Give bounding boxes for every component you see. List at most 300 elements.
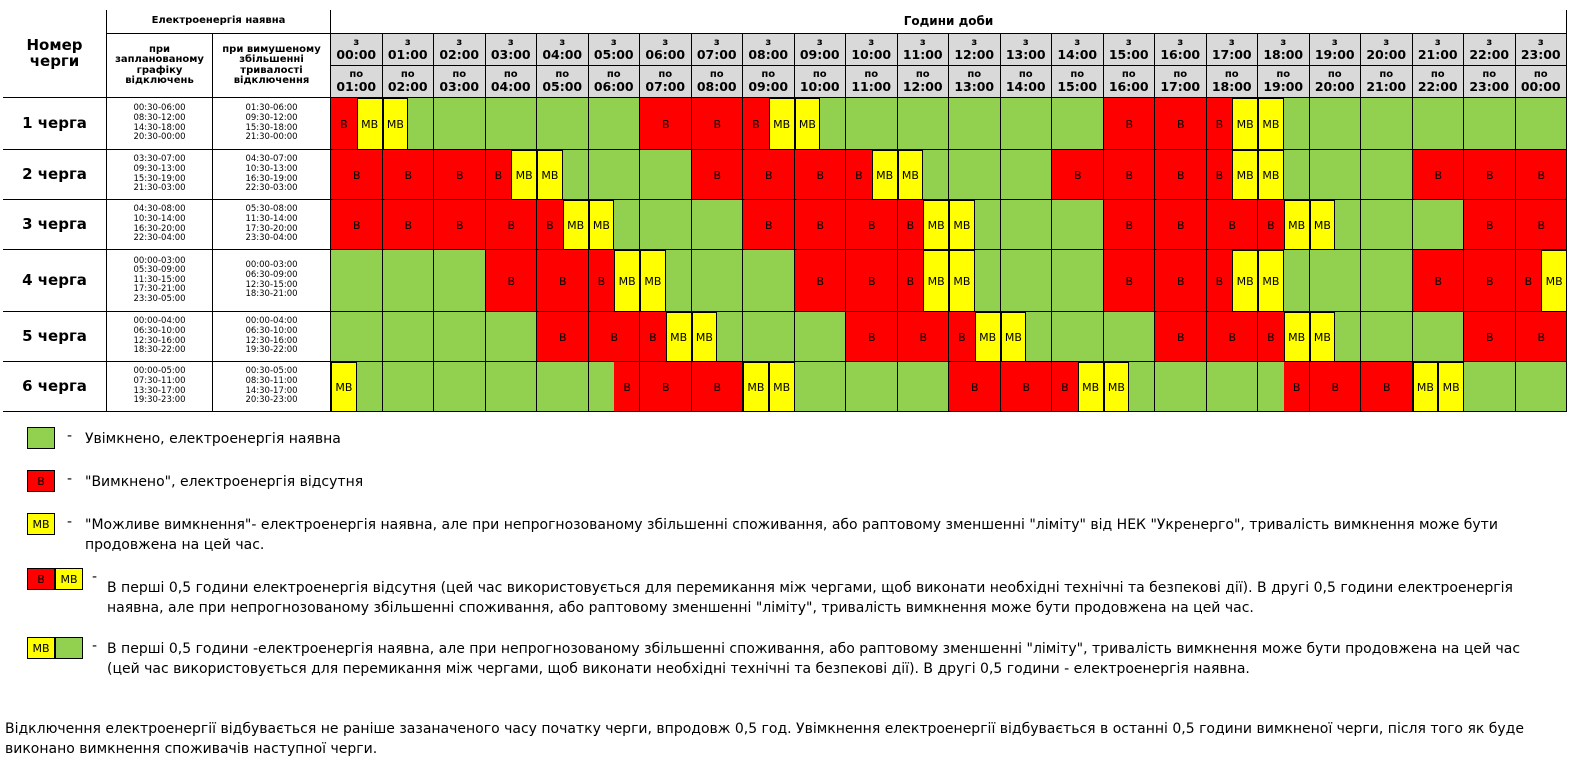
legend-swatch-on xyxy=(27,427,55,449)
cell-off-label xyxy=(1155,250,1207,312)
cell-label: В xyxy=(1537,168,1546,182)
hour-from-time: 10:00 xyxy=(851,47,892,63)
cell-label: В xyxy=(1176,168,1185,182)
hour-from-prefix: з xyxy=(404,37,411,49)
hour-grid-line xyxy=(536,98,537,412)
extended-interval: 00:00-04:00 xyxy=(245,316,298,327)
cell-off-label xyxy=(1464,150,1516,200)
hour-from-cell xyxy=(692,34,744,66)
cell-label: МВ xyxy=(773,117,791,131)
extended-interval: 12:30-15:00 xyxy=(245,279,298,290)
legend-swatch-label: МВ xyxy=(32,517,50,531)
queue-name-text: 3 черга xyxy=(22,214,87,233)
hour-from-time: 03:00 xyxy=(490,47,531,63)
cell-label: В xyxy=(816,274,825,288)
cell-off-label xyxy=(1207,150,1233,200)
cell-on xyxy=(923,150,949,200)
cell-on xyxy=(1361,98,1387,150)
cell-on xyxy=(820,98,846,150)
cell-on xyxy=(563,98,589,150)
cell-on xyxy=(898,98,924,150)
legend-dash: - xyxy=(67,514,73,530)
queue-name-text: 6 черга xyxy=(22,376,87,395)
cell-label: В xyxy=(1524,274,1533,288)
hour-to-cell xyxy=(383,66,435,98)
cell-on xyxy=(486,98,512,150)
extended-interval: 09:30-12:00 xyxy=(245,112,298,123)
cell-maybe xyxy=(589,200,615,250)
hour-to-time: 07:00 xyxy=(645,79,686,95)
planned-interval: 22:30-04:00 xyxy=(133,233,186,244)
cell-label: МВ xyxy=(1262,168,1280,182)
cell-label: МВ xyxy=(567,218,585,232)
planned-interval: 07:30-11:00 xyxy=(133,375,186,386)
cell-label: В xyxy=(597,274,606,288)
hour-from-prefix: з xyxy=(1331,37,1338,49)
cell-label: МВ xyxy=(515,168,533,182)
cell-off-label xyxy=(537,312,589,362)
cell-on xyxy=(923,98,949,150)
cell-label: В xyxy=(1125,168,1134,182)
cell-on xyxy=(923,362,949,412)
hour-from-cell xyxy=(1516,34,1568,66)
hour-to-time: 09:00 xyxy=(748,79,789,95)
cell-label: В xyxy=(919,330,928,344)
hour-to-time: 03:00 xyxy=(439,79,480,95)
hour-from-prefix: з xyxy=(868,37,875,49)
cell-off-label xyxy=(537,200,563,250)
cell-off-label xyxy=(1052,150,1104,200)
cell-label: МВ xyxy=(541,168,559,182)
cell-on xyxy=(486,312,512,362)
cell-on xyxy=(1026,150,1052,200)
cell-on xyxy=(1052,312,1078,362)
cell-on xyxy=(743,250,769,312)
cell-label: МВ xyxy=(953,274,971,288)
hour-to-time: 00:00 xyxy=(1520,79,1561,95)
cell-off-label xyxy=(1516,312,1568,362)
cell-on xyxy=(434,362,460,412)
hour-to-prefix: по xyxy=(864,69,879,81)
cell-label: В xyxy=(558,274,567,288)
hour-to-time: 04:00 xyxy=(490,79,531,95)
cell-label: В xyxy=(764,218,773,232)
hour-to-prefix: по xyxy=(1430,69,1445,81)
hour-from-time: 18:00 xyxy=(1263,47,1304,63)
hour-from-prefix: з xyxy=(610,37,617,49)
planned-interval: 05:30-09:00 xyxy=(133,265,186,276)
hour-to-prefix: по xyxy=(1224,69,1239,81)
cell-on xyxy=(1516,362,1542,412)
cell-label: МВ xyxy=(927,274,945,288)
hour-from-prefix: з xyxy=(1383,37,1390,49)
hour-to-cell xyxy=(846,66,898,98)
cell-label: МВ xyxy=(1236,274,1254,288)
extended-interval: 18:30-21:00 xyxy=(245,289,298,300)
cell-label: МВ xyxy=(361,117,379,131)
hour-grid-line xyxy=(1309,98,1310,412)
cell-on xyxy=(846,362,872,412)
cell-label: В xyxy=(816,168,825,182)
row-divider xyxy=(3,411,1567,412)
cell-label: МВ xyxy=(953,218,971,232)
extended-header-text: при вимушеному збільшенні тривалості відключення xyxy=(222,43,321,86)
cell-off-label xyxy=(434,150,486,200)
cell-on xyxy=(589,150,615,200)
cell-label: МВ xyxy=(1288,218,1306,232)
cell-on xyxy=(1052,98,1078,150)
cell-label: В xyxy=(906,274,915,288)
extended-schedule xyxy=(213,150,331,200)
cell-maybe xyxy=(949,250,975,312)
hour-from-prefix: з xyxy=(1434,37,1441,49)
hour-from-time: 20:00 xyxy=(1366,47,1407,63)
hour-from-time: 02:00 xyxy=(439,47,480,63)
cell-on xyxy=(563,362,589,412)
cell-label: МВ xyxy=(695,330,713,344)
hour-to-time: 14:00 xyxy=(1005,79,1046,95)
queue-name xyxy=(3,312,107,362)
cell-label: В xyxy=(1537,218,1546,232)
cell-on xyxy=(666,150,692,200)
cell-off-label xyxy=(898,250,924,312)
hour-from-prefix: з xyxy=(765,37,772,49)
cell-on xyxy=(563,150,589,200)
hour-to-prefix: по xyxy=(709,69,724,81)
legend-dash: - xyxy=(92,638,98,654)
cell-label: В xyxy=(1022,380,1031,394)
cell-on xyxy=(1078,250,1104,312)
cell-off-label xyxy=(434,200,486,250)
cell-label: В xyxy=(352,168,361,182)
cell-on xyxy=(666,250,692,312)
cell-off-label xyxy=(383,150,435,200)
cell-on xyxy=(1335,250,1361,312)
cell-label: В xyxy=(1485,274,1494,288)
cell-label: В xyxy=(455,168,464,182)
legend-dash: - xyxy=(92,569,98,585)
hour-to-time: 02:00 xyxy=(387,79,428,95)
cell-label: В xyxy=(1176,218,1185,232)
cell-on xyxy=(975,150,1001,200)
hour-from-cell xyxy=(589,34,641,66)
hour-grid-line xyxy=(1206,98,1207,412)
cell-off-label xyxy=(1104,150,1156,200)
hour-grid-line xyxy=(433,98,434,412)
hour-to-cell xyxy=(1104,66,1156,98)
hour-to-prefix: по xyxy=(452,69,467,81)
cell-off-label xyxy=(846,250,898,312)
cell-off-label xyxy=(1155,312,1207,362)
hour-from-time: 04:00 xyxy=(542,47,583,63)
cell-on xyxy=(408,362,434,412)
cell-maybe xyxy=(975,312,1001,362)
cell-off-label xyxy=(692,362,744,412)
cell-off-label xyxy=(795,250,847,312)
hour-to-time: 20:00 xyxy=(1314,79,1355,95)
cell-label: В xyxy=(713,117,722,131)
cell-on xyxy=(460,98,486,150)
hour-to-cell xyxy=(692,66,744,98)
cell-maybe xyxy=(511,150,537,200)
cell-on xyxy=(1413,312,1439,362)
cell-label: МВ xyxy=(1262,274,1280,288)
cell-label: В xyxy=(352,218,361,232)
cell-on xyxy=(872,98,898,150)
planned-interval: 00:00-03:00 xyxy=(133,255,186,266)
cell-on xyxy=(717,250,743,312)
cell-maybe xyxy=(923,250,949,312)
legend-swatch-label: В xyxy=(37,474,45,488)
legend-swatch-label: МВ xyxy=(60,572,78,586)
hour-to-prefix: по xyxy=(555,69,570,81)
cell-on xyxy=(357,312,383,362)
cell-on xyxy=(1438,200,1464,250)
cell-off-label xyxy=(331,98,357,150)
cell-off-label xyxy=(1361,362,1413,412)
cell-label: В xyxy=(1176,274,1185,288)
cell-label: В xyxy=(340,117,348,131)
hour-from-cell xyxy=(640,34,692,66)
hours-of-day-header xyxy=(331,10,1567,34)
cell-on xyxy=(537,362,563,412)
hour-from-cell xyxy=(434,34,486,66)
cell-label: МВ xyxy=(1288,330,1306,344)
cell-label: В xyxy=(764,168,773,182)
planned-interval: 04:30-08:00 xyxy=(133,204,186,215)
cell-off-label xyxy=(331,200,383,250)
cell-off-label xyxy=(1258,312,1284,362)
planned-schedule xyxy=(107,362,213,412)
extended-interval: 14:30-17:00 xyxy=(245,385,298,396)
cell-off-label xyxy=(640,98,692,150)
hour-to-cell xyxy=(331,66,383,98)
planned-schedule xyxy=(107,98,213,150)
cell-off-label xyxy=(1207,250,1233,312)
planned-interval: 16:30-20:00 xyxy=(133,223,186,234)
cell-on xyxy=(1310,150,1336,200)
cell-maybe xyxy=(1232,150,1258,200)
cell-off-label xyxy=(1155,98,1207,150)
hour-to-cell xyxy=(1207,66,1259,98)
hour-from-time: 23:00 xyxy=(1520,47,1561,63)
cell-on xyxy=(1387,98,1413,150)
cell-label: В xyxy=(507,274,516,288)
extended-interval: 04:30-07:00 xyxy=(245,154,298,165)
hour-grid-line xyxy=(639,98,640,412)
cell-label: МВ xyxy=(386,117,404,131)
legend-text: В перші 0,5 години -електроенергія наявна, але при непрогнозованому збільшенні споживання, або раптовому зменшенні "ліміту", тривалість вимкнення може бути продовжена на цей час (цей час використовується для перемикання між чергами, щоб виконати необхідні технічні та безпекові дії). В другі 0,5 години - електроенергія наявна. xyxy=(107,641,1521,677)
cell-on xyxy=(898,362,924,412)
planned-interval: 18:30-22:00 xyxy=(133,345,186,356)
cell-label: В xyxy=(649,330,657,344)
hour-to-prefix: по xyxy=(1276,69,1291,81)
hour-from-time: 05:00 xyxy=(593,47,634,63)
cell-on xyxy=(1001,98,1027,150)
cell-off-label xyxy=(949,362,1001,412)
cell-maybe xyxy=(923,200,949,250)
cell-off-label xyxy=(1413,150,1465,200)
hour-from-time: 22:00 xyxy=(1469,47,1510,63)
hour-grid-line xyxy=(897,98,898,412)
hour-from-prefix: з xyxy=(559,37,566,49)
hour-from-prefix: з xyxy=(919,37,926,49)
cell-label: В xyxy=(1485,330,1494,344)
cell-off-label xyxy=(1516,200,1568,250)
hour-grid-line xyxy=(382,98,383,412)
cell-off-label xyxy=(1310,362,1362,412)
cell-off-label xyxy=(743,98,769,150)
cell-on xyxy=(1310,250,1336,312)
cell-on xyxy=(460,362,486,412)
hour-to-time: 16:00 xyxy=(1108,79,1149,95)
cell-off-label xyxy=(743,200,795,250)
cell-off-label xyxy=(898,200,924,250)
hour-from-prefix: з xyxy=(1486,37,1493,49)
cell-off-label xyxy=(1155,200,1207,250)
cell-off-label xyxy=(1464,250,1516,312)
hour-to-cell xyxy=(1361,66,1413,98)
cell-on xyxy=(1541,362,1567,412)
hour-to-prefix: по xyxy=(1173,69,1188,81)
cell-maybe xyxy=(1310,200,1336,250)
hour-from-prefix: з xyxy=(1177,37,1184,49)
cell-on xyxy=(975,200,1001,250)
cell-on xyxy=(589,98,615,150)
hour-grid-line xyxy=(330,98,331,412)
hour-to-cell xyxy=(898,66,950,98)
queue-name-text: 2 черга xyxy=(22,164,87,183)
planned-interval: 06:30-10:00 xyxy=(133,325,186,336)
hour-to-time: 21:00 xyxy=(1366,79,1407,95)
hour-from-prefix: з xyxy=(1280,37,1287,49)
planned-header-text: при запланованому графіку відключень xyxy=(115,43,204,86)
hour-from-time: 15:00 xyxy=(1108,47,1149,63)
hour-to-cell xyxy=(589,66,641,98)
extended-interval: 16:30-19:00 xyxy=(245,173,298,184)
legend-swatch-on xyxy=(55,637,83,659)
cell-label: МВ xyxy=(1313,218,1331,232)
cell-on xyxy=(357,362,383,412)
cell-on xyxy=(1001,250,1027,312)
cell-on xyxy=(1413,200,1439,250)
cell-on xyxy=(460,312,486,362)
hour-to-prefix: по xyxy=(1482,69,1497,81)
cell-label: В xyxy=(661,117,670,131)
legend-dash: - xyxy=(67,471,73,487)
planned-interval: 08:30-12:00 xyxy=(133,112,186,123)
hour-from-cell xyxy=(898,34,950,66)
cell-on xyxy=(1232,362,1258,412)
cell-on xyxy=(331,312,357,362)
hour-from-time: 14:00 xyxy=(1057,47,1098,63)
cell-maybe xyxy=(743,362,769,412)
planned-interval: 23:30-05:00 xyxy=(133,293,186,304)
cell-on xyxy=(1387,200,1413,250)
hour-to-cell xyxy=(486,66,538,98)
hour-to-time: 19:00 xyxy=(1263,79,1304,95)
cell-label: МВ xyxy=(798,117,816,131)
hour-to-cell xyxy=(795,66,847,98)
cell-off-label xyxy=(898,312,950,362)
planned-interval: 15:30-19:00 xyxy=(133,173,186,184)
hour-to-time: 12:00 xyxy=(902,79,943,95)
cell-off-label xyxy=(331,150,383,200)
hour-from-cell xyxy=(1207,34,1259,66)
cell-off-label xyxy=(846,200,898,250)
cell-on xyxy=(1181,362,1207,412)
queue-number-header xyxy=(3,10,107,98)
cell-label: В xyxy=(1267,218,1275,232)
cell-label: В xyxy=(1485,218,1494,232)
extended-interval: 23:30-04:00 xyxy=(245,233,298,244)
power-available-header-text: Електроенергія наявна xyxy=(151,15,286,27)
hour-from-cell xyxy=(383,34,435,66)
hour-to-prefix: по xyxy=(503,69,518,81)
cell-on xyxy=(383,250,409,312)
cell-off-label xyxy=(1052,362,1078,412)
cell-label: В xyxy=(494,168,503,182)
hour-to-prefix: по xyxy=(1327,69,1342,81)
cell-off-label xyxy=(949,312,975,362)
hour-to-time: 13:00 xyxy=(954,79,995,95)
cell-label: МВ xyxy=(1107,380,1125,394)
cell-label: МВ xyxy=(1545,274,1563,288)
cell-label: В xyxy=(1228,218,1237,232)
cell-label: В xyxy=(1292,380,1301,394)
queue-name-text: 1 черга xyxy=(22,113,87,132)
hour-to-prefix: по xyxy=(606,69,621,81)
cell-label: В xyxy=(713,168,722,182)
cell-on xyxy=(1541,98,1567,150)
cell-label: МВ xyxy=(747,380,765,394)
cell-maybe xyxy=(769,98,795,150)
cell-maybe xyxy=(1258,98,1284,150)
cell-on xyxy=(1335,150,1361,200)
hour-from-cell xyxy=(486,34,538,66)
cell-on xyxy=(614,200,640,250)
hour-from-time: 19:00 xyxy=(1314,47,1355,63)
cell-off-label xyxy=(1413,250,1465,312)
cell-label: В xyxy=(1073,168,1082,182)
cell-label: В xyxy=(1434,168,1443,182)
hour-from-cell xyxy=(331,34,383,66)
cell-on xyxy=(1284,250,1310,312)
cell-on xyxy=(486,362,512,412)
cell-maybe xyxy=(563,200,589,250)
cell-on xyxy=(537,98,563,150)
power-available-header xyxy=(107,10,331,34)
cell-label: В xyxy=(1125,274,1134,288)
hour-from-prefix: з xyxy=(971,37,978,49)
cell-off-label xyxy=(383,200,435,250)
cell-label: В xyxy=(855,168,863,182)
hour-from-prefix: з xyxy=(456,37,463,49)
hour-from-cell xyxy=(1464,34,1516,66)
cell-off-label xyxy=(589,312,641,362)
hour-to-prefix: по xyxy=(400,69,415,81)
cell-on xyxy=(820,312,846,362)
cell-label: МВ xyxy=(1004,330,1022,344)
hour-to-prefix: по xyxy=(1533,69,1548,81)
queue-number-header-text: Номер черги xyxy=(26,35,83,70)
legend-text: "Вимкнено", електроенергія відсутня xyxy=(85,474,364,490)
cell-maybe xyxy=(331,362,357,412)
cell-on xyxy=(1078,312,1104,362)
cell-on xyxy=(795,312,821,362)
cell-off-label xyxy=(1001,362,1053,412)
cell-on xyxy=(769,250,795,312)
